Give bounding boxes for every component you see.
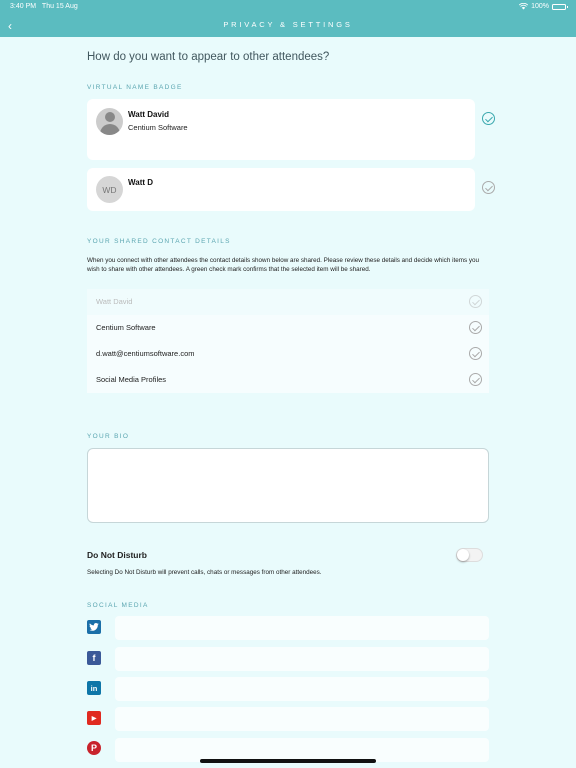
- avatar-initials: WD: [96, 176, 123, 203]
- do-not-disturb-title: Do Not Disturb: [87, 550, 147, 560]
- pinterest-icon: P: [87, 741, 101, 755]
- contact-company-check-icon[interactable]: [469, 321, 482, 334]
- back-chevron-icon[interactable]: ‹: [8, 19, 12, 33]
- badge-option-full[interactable]: [87, 99, 475, 160]
- badge-option-short[interactable]: [87, 168, 475, 211]
- status-clock: 3:40 PM: [10, 3, 37, 10]
- home-indicator: [200, 759, 376, 763]
- battery-percent: 100%: [531, 3, 549, 10]
- badge-short-name: Watt D: [128, 178, 154, 187]
- youtube-handle-input[interactable]: [115, 707, 489, 731]
- battery-icon: [552, 4, 566, 10]
- badge-full-name: Watt David: [128, 110, 170, 119]
- contact-email-check-icon[interactable]: [469, 347, 482, 360]
- youtube-icon: ▶: [87, 711, 101, 725]
- contact-row-name: [87, 289, 489, 315]
- contact-label-email: d.watt@centiumsoftware.com: [96, 349, 195, 358]
- bio-textarea[interactable]: [87, 448, 489, 523]
- do-not-disturb-toggle[interactable]: [456, 548, 483, 562]
- shared-contact-label: YOUR SHARED CONTACT DETAILS: [87, 238, 231, 245]
- badge-short-check-icon[interactable]: [482, 181, 495, 194]
- linkedin-icon: in: [87, 681, 101, 695]
- avatar-placeholder-icon: [96, 108, 123, 135]
- wifi-icon: [519, 3, 528, 10]
- twitter-icon: [87, 620, 101, 634]
- twitter-handle-input[interactable]: [115, 616, 489, 640]
- contact-label-name: Watt David: [96, 297, 133, 306]
- status-right: [519, 3, 566, 10]
- status-date: Thu 15 Aug: [41, 3, 78, 10]
- contact-label-company: Centium Software: [96, 323, 156, 332]
- virtual-name-badge-label: VIRTUAL NAME BADGE: [87, 84, 183, 91]
- social-media-label: SOCIAL MEDIA: [87, 602, 149, 609]
- page-title: PRIVACY & SETTINGS: [223, 20, 353, 29]
- badge-company: Centium Software: [128, 123, 188, 132]
- contact-row-social-profiles[interactable]: [87, 367, 489, 393]
- contact-row-company[interactable]: [87, 315, 489, 341]
- status-time: [10, 3, 78, 10]
- contact-social-check-icon[interactable]: [469, 373, 482, 386]
- badge-full-check-icon[interactable]: [482, 112, 495, 125]
- contact-row-email[interactable]: [87, 341, 489, 367]
- facebook-icon: f: [87, 651, 101, 665]
- appearance-question: How do you want to appear to other attendees?: [87, 51, 330, 63]
- contact-label-social-profiles: Social Media Profiles: [96, 375, 167, 384]
- status-bar: [0, 0, 576, 14]
- facebook-handle-input[interactable]: [115, 647, 489, 671]
- do-not-disturb-description: Selecting Do Not Disturb will prevent calls, chats or messages from other attendees.: [87, 569, 322, 576]
- shared-contact-description: When you connect with other attendees the contact details shown below are shared. Please review these details and decide which items you wish to share with other attendees. A green check mark confirms that the selected item will be shared.: [87, 257, 480, 273]
- nav-bar: [0, 14, 576, 37]
- toggle-knob: [457, 549, 469, 561]
- linkedin-handle-input[interactable]: [115, 677, 489, 701]
- bio-label: YOUR BIO: [87, 433, 130, 440]
- contact-name-check-icon: [469, 295, 482, 308]
